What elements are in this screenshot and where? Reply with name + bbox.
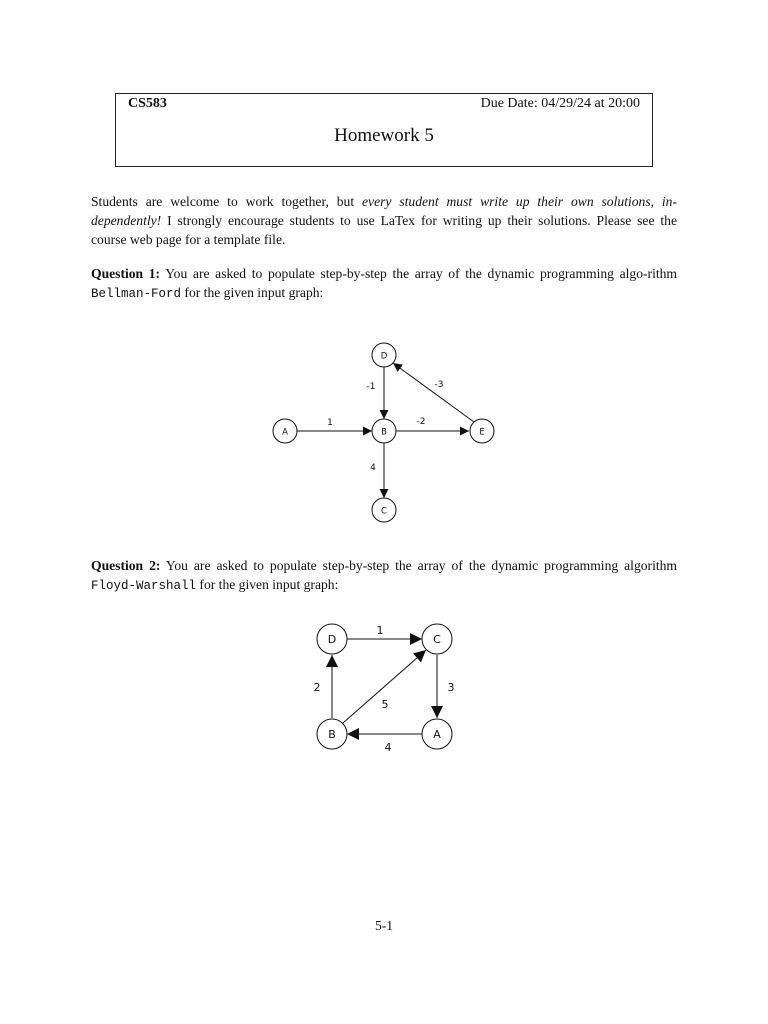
- svg-text:D: D: [327, 633, 337, 646]
- question-2-algorithm: Floyd-Warshall: [91, 579, 197, 593]
- svg-text:B: B: [381, 427, 387, 438]
- graph2-edge-b-c: [343, 650, 426, 723]
- graph1-weight-e-d: -3: [434, 380, 444, 390]
- graph2-weight-a-b: 4: [384, 741, 392, 754]
- graph1-weight-b-e: -2: [416, 417, 426, 427]
- graph2-weight-b-c: 5: [381, 698, 389, 711]
- graph1-edge-e-d: [393, 363, 474, 422]
- page-number: 5-1: [374, 918, 394, 933]
- svg-text:D: D: [380, 351, 388, 362]
- graph1-weight-b-c: 4: [370, 463, 376, 473]
- question-2-text-2: for the given input graph:: [196, 577, 339, 592]
- graph2-weight-c-a: 3: [447, 681, 455, 694]
- question-1-text-1: You are asked to populate step-by-step the array of the dynamic programming algo-rithm: [160, 266, 677, 281]
- graph2-node-c: [422, 624, 452, 654]
- question-1-algorithm: Bellman-Ford: [91, 287, 182, 301]
- intro-text-2: I strongly encourage students to use LaTex for writing up their solutions. Please see the course web page for a template file.: [91, 213, 677, 247]
- svg-text:A: A: [433, 728, 441, 741]
- graph2-weight-b-d: 2: [313, 681, 321, 694]
- svg-text:C: C: [433, 633, 441, 646]
- graph2-weight-d-c: 1: [376, 624, 384, 637]
- svg-text:E: E: [479, 427, 485, 438]
- question-1-label: Question 1:: [91, 266, 161, 281]
- intro-emphasis: every student must write up their own solutions, in-dependently!: [91, 194, 677, 228]
- due-date: Due Date: 04/29/24 at 20:00: [480, 96, 640, 111]
- graph1-node-a: [273, 419, 297, 443]
- graph1-node-b: [372, 419, 396, 443]
- question-2-label: Question 2:: [91, 558, 161, 573]
- graph2-node-d: [317, 624, 347, 654]
- graph2-node-b: [317, 719, 347, 749]
- question-2-text: [91, 556, 677, 596]
- graph1-node-c: [372, 498, 396, 522]
- question-1-text-2: for the given input graph:: [181, 285, 324, 300]
- course-code: CS583: [128, 96, 167, 111]
- graph1-node-e: [470, 419, 494, 443]
- graph2-node-a: [422, 719, 452, 749]
- intro-text-1: Students are welcome to work together, but: [91, 194, 363, 209]
- homework-title: Homework 5: [334, 125, 434, 146]
- svg-text:A: A: [282, 427, 288, 438]
- svg-text:B: B: [328, 728, 336, 741]
- graph1-weight-a-b: 1: [327, 418, 333, 428]
- graph1-node-d: [372, 343, 396, 367]
- graph1-weight-d-b: -1: [366, 382, 376, 392]
- question-2-text-1: You are asked to populate step-by-step the array of the dynamic programming algorithm: [160, 558, 678, 573]
- svg-text:C: C: [381, 506, 387, 517]
